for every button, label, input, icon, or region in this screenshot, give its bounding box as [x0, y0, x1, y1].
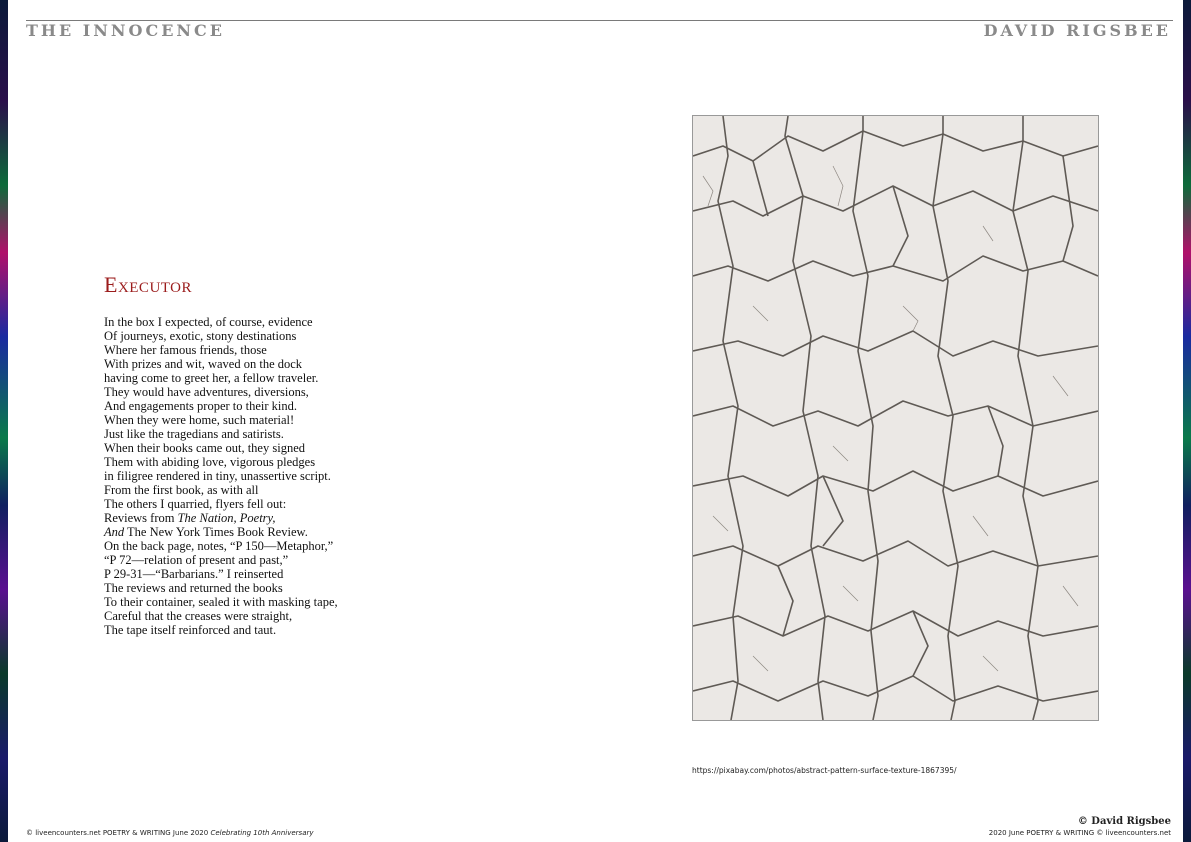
poem-line: With prizes and wit, waved on the dock — [104, 357, 303, 371]
footer-author: © David Rigsbee — [1077, 816, 1171, 827]
running-header-right: DAVID RIGSBEE — [983, 21, 1171, 40]
poem-line: Of journeys, exotic, stony destinations — [104, 329, 297, 343]
running-header-left: THE INNOCENCE — [26, 21, 225, 40]
cracked-texture-image — [692, 115, 1099, 721]
crack-pattern — [693, 116, 1098, 720]
poem-line — [104, 511, 404, 525]
poem-line: From the first book, as with all — [104, 483, 259, 497]
poem-line-text: The New York Times Book Review. — [124, 525, 308, 539]
poem-line: in filigree rendered in tiny, unassertive script. — [104, 469, 331, 483]
poem-line-text: Reviews from — [104, 511, 178, 525]
poem-line-italic: And — [104, 525, 125, 539]
poem-body — [104, 315, 404, 637]
poem-line: Where her famous friends, those — [104, 343, 267, 357]
image-credit-link[interactable]: https://pixabay.com/photos/abstract-pattern-surface-texture-1867395/ — [692, 766, 957, 775]
poem-line-italic: The Nation, Poetry, — [177, 511, 276, 525]
poem-line: Careful that the creases were straight, — [104, 609, 293, 623]
poem-title: Executor — [104, 272, 192, 297]
poem-line: And engagements proper to their kind. — [104, 399, 298, 413]
poem-line: The reviews and returned the books — [104, 581, 283, 595]
poem-line: To their container, sealed it with masking tape, — [104, 595, 338, 609]
magazine-spread — [8, 0, 1183, 842]
poem-line: When their books came out, they signed — [104, 441, 305, 455]
poem-line: When they were home, such material! — [104, 413, 295, 427]
right-decorative-edge — [1183, 0, 1191, 842]
poem-line: On the back page, notes, “P 150—Metaphor,” — [104, 539, 334, 553]
left-decorative-edge — [0, 0, 8, 842]
poem-line: having come to greet her, a fellow traveler. — [104, 371, 319, 385]
footer-left — [26, 829, 314, 837]
poem-line: Them with abiding love, vigorous pledges — [104, 455, 316, 469]
poem-line: “P 72—relation of present and past,” — [104, 553, 289, 567]
poem-line: P 29-31—“Barbarians.” I reinserted — [104, 567, 284, 581]
poem-line: The tape itself reinforced and taut. — [104, 623, 277, 637]
poem-line: In the box I expected, of course, evidence — [104, 315, 313, 329]
poem-line: They would have adventures, diversions, — [104, 385, 309, 399]
poem-line: Just like the tragedians and satirists. — [104, 427, 284, 441]
footer-left-text: © liveencounters.net POETRY & WRITING June 2020 — [26, 829, 211, 837]
footer-right: 2020 June POETRY & WRITING © liveencounters.net — [988, 829, 1171, 837]
footer-left-italic: Celebrating 10th Anniversary — [210, 829, 314, 837]
poem-line — [104, 525, 404, 539]
poem-line: The others I quarried, flyers fell out: — [104, 497, 287, 511]
